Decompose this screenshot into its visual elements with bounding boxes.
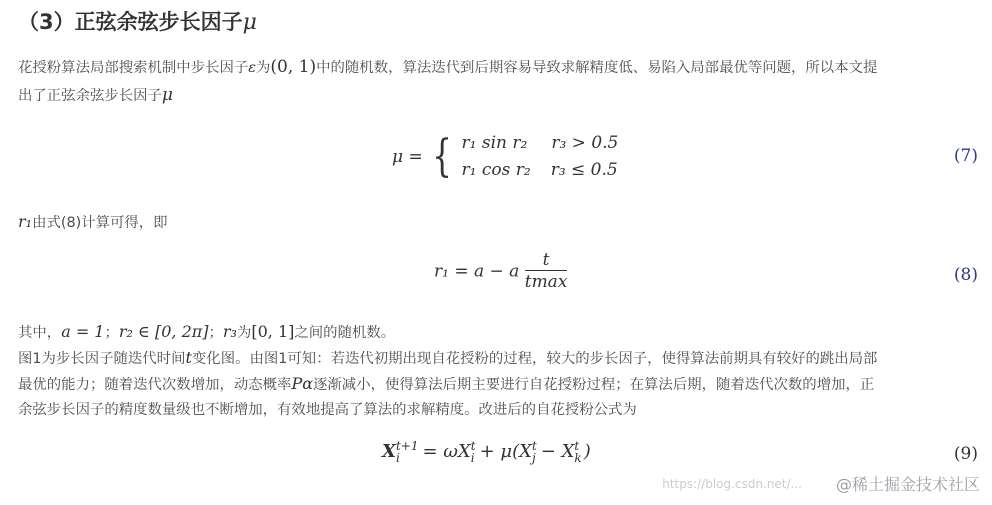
eq9-lhs-x: X [382, 441, 396, 462]
para4-line2-a: 最优的能力；随着迭代次数增加，动态概率 [18, 377, 292, 393]
eq9-sup-3: t [574, 439, 580, 453]
eq9-sup-1: t [470, 439, 476, 453]
para2-text: 由式(8)计算可得，即 [32, 215, 168, 231]
paragraph-3 [18, 318, 395, 347]
equation-9 [382, 440, 591, 464]
heading-symbol: μ [242, 10, 257, 35]
eq7-case2-cond: r₃ ≤ 0.5 [550, 160, 618, 180]
para1-text-b: 为 [256, 60, 271, 76]
section-heading [18, 6, 257, 36]
interval-0-1: (0, 1) [270, 57, 317, 77]
equation-7 [392, 130, 618, 184]
eq8-denominator: tmax [524, 272, 568, 292]
paragraph-4-line-1 [18, 344, 877, 373]
mu-symbol: μ [161, 85, 173, 105]
eq9-scripts-2 [532, 440, 537, 464]
equation-7-number: (7) [953, 146, 978, 166]
eq8-fraction [525, 250, 568, 293]
eq7-lhs: μ = [392, 147, 423, 167]
equation-9-number: (9) [953, 444, 978, 464]
paragraph-4-line-3 [18, 396, 637, 424]
para1-text-a: 花授粉算法局部搜索机制中步长因子 [18, 60, 249, 76]
eq8-lhs: r₁ = a − a [434, 261, 520, 282]
para1-text-c: 中的随机数，算法迭代到后期容易导致求解精度低、易陷入局部最优等问题，所以本文提 [316, 60, 878, 76]
eq7-case1-expr: r₁ sin r₂ [461, 133, 528, 153]
eq9-sub-2: j [531, 451, 536, 465]
heading-text: （3）正弦余弦步长因子 [18, 10, 243, 34]
r2-range: r₂ ∈ [0, 2π] [118, 322, 209, 341]
eq9-scripts-3 [574, 440, 581, 464]
eq9-minus-term: − X [540, 441, 575, 462]
para1-line2-text: 出了正弦余弦步长因子 [18, 88, 162, 104]
eq9-scripts-1 [471, 440, 476, 464]
eq7-case2-expr: r₁ cos r₂ [461, 160, 531, 180]
eq7-cases [462, 130, 619, 184]
para3-text-d: 为 [236, 325, 252, 341]
eq7-case-1 [462, 130, 619, 157]
para3-text-e: 之间的随机数。 [294, 325, 396, 341]
para3-sep-2: ； [208, 325, 223, 341]
eq9-omega-term: = ωX [422, 441, 471, 462]
para4-line1-a: 图1为步长因子随迭代时间 [18, 351, 186, 367]
eq7-case1-cond: r₃ > 0.5 [551, 133, 619, 153]
paragraph-2 [18, 208, 168, 237]
eq9-sub-1: i [470, 451, 475, 465]
para4-line3: 余弦步长因子的精度数量级也不断增加，有效地提高了算法的求解精度。改进后的自花授粉公式为 [18, 402, 637, 418]
left-brace: { [432, 131, 452, 182]
para3-sep-1: ； [104, 325, 119, 341]
paragraph-1-line-2 [18, 81, 173, 110]
r1-symbol: r₁ [18, 212, 33, 231]
eq7-case-2 [462, 157, 619, 184]
eq9-lhs-sub: i [395, 451, 400, 465]
eq9-lhs-scripts [396, 440, 419, 464]
eq9-sub-3: k [574, 451, 582, 465]
a-equals-1: a = 1 [61, 322, 105, 341]
watermark-url: https://blog.csdn.net/... [662, 477, 802, 491]
r3-symbol: r₃ [222, 322, 237, 341]
equation-8-number: (8) [953, 265, 978, 285]
para4-line1-b: 变化图。由图1可知：若迭代初期出现自花授粉的过程，较大的步长因子，使得算法前期具有较好的跳出局部 [191, 351, 878, 367]
eq8-numerator: t [525, 250, 568, 271]
eq9-close-paren: ) [583, 441, 591, 462]
p-alpha-symbol: Pα [291, 374, 314, 393]
equation-8 [434, 250, 567, 293]
para4-line2-b: 逐渐减小，使得算法后期主要进行自花授粉过程；在算法后期，随着迭代次数的增加，正 [313, 377, 875, 393]
eq9-sup-2: t [531, 439, 537, 453]
t-symbol: t [185, 348, 192, 367]
eq9-mu-term: + μ(X [479, 441, 532, 462]
para3-text-a: 其中， [18, 325, 62, 341]
paragraph-4-line-2 [18, 370, 874, 399]
epsilon-symbol: ε [248, 60, 256, 76]
eq9-lhs-sup: t+1 [395, 439, 419, 453]
paragraph-1-line-1 [18, 53, 877, 82]
interval-0-1-closed: [0, 1] [251, 322, 295, 341]
watermark-brand: @稀土掘金技术社区 [835, 475, 980, 494]
